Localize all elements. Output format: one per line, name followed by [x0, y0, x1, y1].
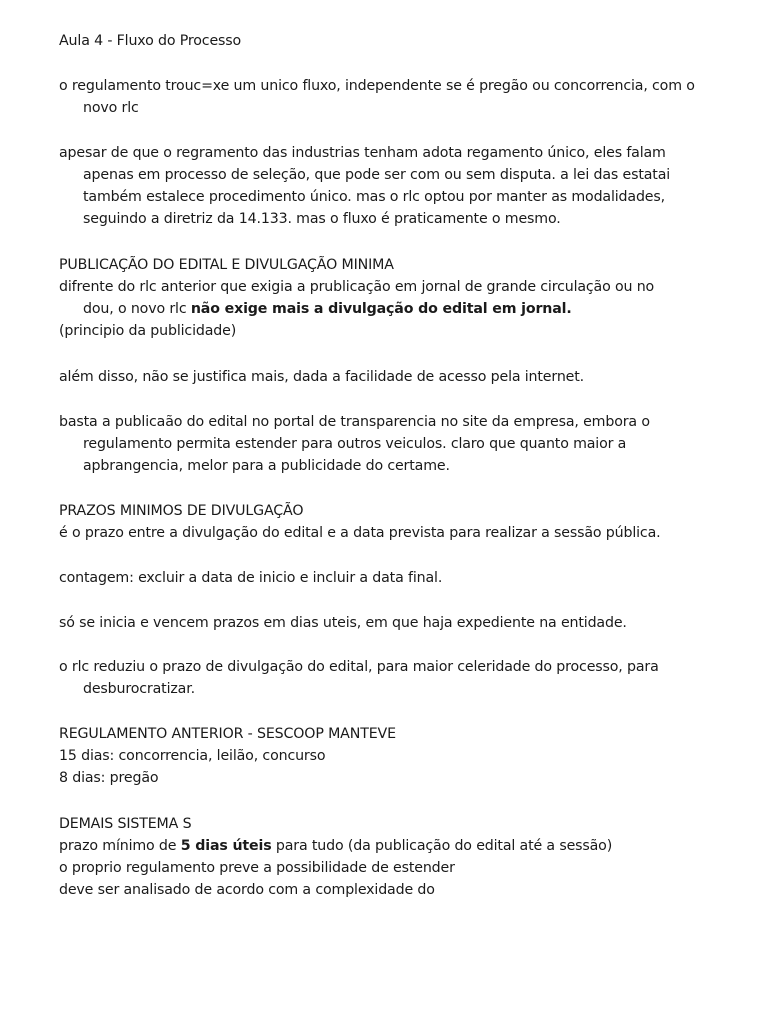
paragraph-line: o rlc reduziu o prazo de divulgação do edital, para maior celeridade do processo, para — [59, 659, 659, 675]
paragraph-line: basta a publicaão do edital no portal de transparencia no site da empresa, embora o — [59, 414, 650, 430]
paragraph-line: 15 dias: concorrencia, leilão, concurso — [59, 748, 326, 764]
paragraph-line: (principio da publicidade) — [59, 323, 237, 339]
paragraph-line: apesar de que o regramento das industrias tenham adota regamento único, eles falam — [59, 145, 666, 161]
paragraph-line: é o prazo entre a divulgação do edital e a data prevista para realizar a sessão pública. — [59, 525, 661, 541]
paragraph-line: só se inicia e vencem prazos em dias uteis, em que haja expediente na entidade. — [59, 615, 627, 631]
section-heading: PRAZOS MINIMOS DE DIVULGAÇÃO — [59, 503, 304, 519]
paragraph-line: seguindo a diretriz da 14.133. mas o fluxo é praticamente o mesmo. — [83, 211, 561, 227]
section-heading: DEMAIS SISTEMA S — [59, 816, 192, 832]
page-title: Aula 4 - Fluxo do Processo — [59, 33, 242, 49]
paragraph-line: deve ser analisado de acordo com a complexidade do — [59, 882, 435, 898]
bold-text: 5 dias úteis — [180, 838, 272, 854]
text-span: dou, o novo rlc — [83, 301, 191, 317]
paragraph-line: o regulamento trouc=xe um unico fluxo, independente se é pregão ou concorrencia, com o — [59, 78, 695, 94]
paragraph-line — [83, 298, 572, 320]
paragraph-line: também estalece procedimento único. mas o rlc optou por manter as modalidades, — [83, 189, 665, 205]
text-span: para tudo (da publicação do edital até a sessão) — [271, 838, 613, 854]
section-heading: REGULAMENTO ANTERIOR - SESCOOP MANTEVE — [59, 726, 396, 742]
paragraph-line: contagem: excluir a data de inicio e incluir a data final. — [59, 570, 443, 586]
paragraph-line: apenas em processo de seleção, que pode ser com ou sem disputa. a lei das estatai — [83, 167, 671, 183]
paragraph-line: desburocratizar. — [83, 681, 195, 697]
section-heading: PUBLICAÇÃO DO EDITAL E DIVULGAÇÃO MINIMA — [59, 257, 394, 273]
paragraph-line: 8 dias: pregão — [59, 770, 159, 786]
bold-text: não exige mais a divulgação do edital em jornal. — [190, 301, 572, 317]
paragraph-line: difrente do rlc anterior que exigia a prublicação em jornal de grande circulação ou no — [59, 279, 655, 295]
paragraph-line — [59, 835, 612, 857]
text-span: prazo mínimo de — [59, 838, 181, 854]
paragraph-line: além disso, não se justifica mais, dada a facilidade de acesso pela internet. — [59, 369, 585, 385]
paragraph-line: regulamento permita estender para outros veiculos. claro que quanto maior a — [83, 436, 627, 452]
paragraph-line: apbrangencia, melor para a publicidade do certame. — [83, 458, 450, 474]
paragraph-line: o proprio regulamento preve a possibilidade de estender — [59, 860, 455, 876]
paragraph-line: novo rlc — [83, 100, 139, 116]
